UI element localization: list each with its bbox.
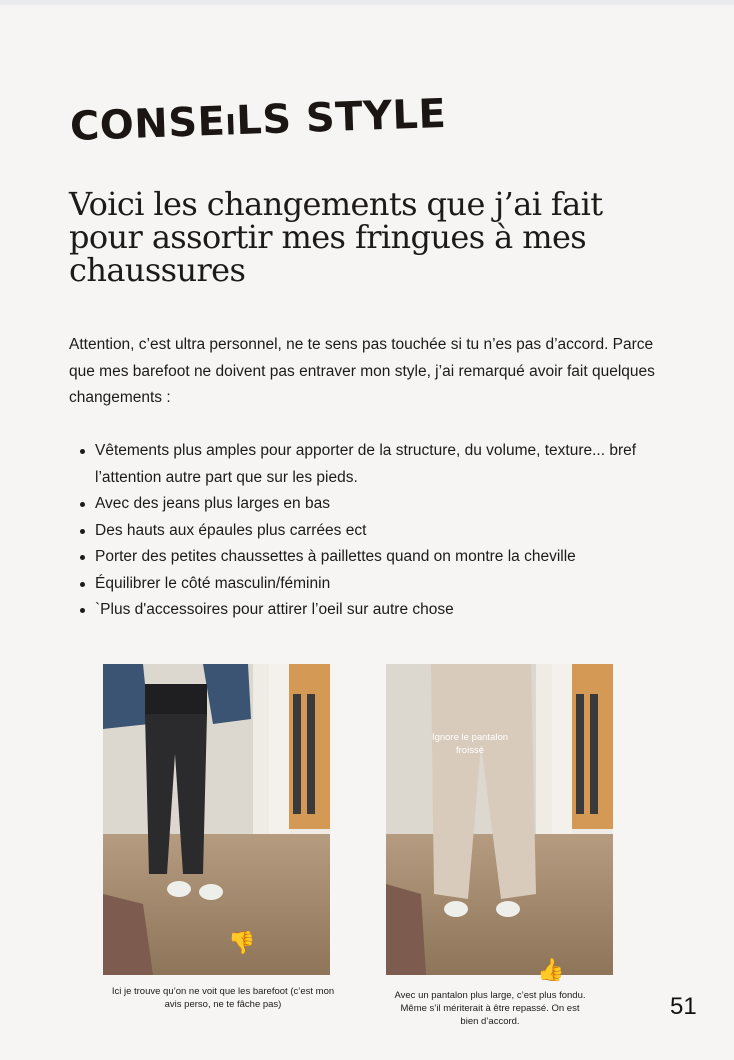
photo-dark-jeans bbox=[103, 664, 330, 975]
tips-list bbox=[77, 438, 677, 624]
section-title: CONSEiLS STYLE bbox=[69, 90, 448, 150]
top-edge-bar bbox=[0, 0, 734, 5]
page-number: 51 bbox=[670, 993, 697, 1020]
photo-wide-trousers bbox=[386, 664, 613, 975]
intro-paragraph: Attention, c’est ultra personnel, ne te sens pas touchée si tu n’es pas d’accord. Parce que mes barefoot ne doivent pas entraver mon style, j’ai remarqué avoir fait quelques changements : bbox=[69, 336, 655, 406]
thumbs-down-icon: 👎 bbox=[228, 930, 256, 955]
caption-right: Avec un pantalon plus large, c’est plus fondu. Même s’il mériterait à être repassé. On est bien d’accord. bbox=[394, 990, 586, 1027]
list-item: Porter des petites chaussettes à paillettes quand on montre la cheville bbox=[77, 544, 677, 571]
thumbs-up-icon: 👍 bbox=[537, 957, 565, 982]
list-item: Vêtements plus amples pour apporter de la structure, du volume, texture... bref l’attention autre part que sur les pieds. bbox=[77, 438, 677, 491]
photo-overlay-note: Ignore le pantalon froissé bbox=[431, 732, 509, 756]
headline: Voici les changements que j’ai fait pour assortir mes fringues à mes chaussures bbox=[69, 185, 603, 289]
list-item: Équilibrer le côté masculin/féminin bbox=[77, 571, 677, 598]
caption-left: Ici je trouve qu’on ne voit que les barefoot (c’est mon avis perso, ne te fâche pas) bbox=[111, 986, 335, 1010]
list-item: Avec des jeans plus larges en bas bbox=[77, 491, 677, 518]
list-item: Des hauts aux épaules plus carrées ect bbox=[77, 518, 677, 545]
list-item: `Plus d'accessoires pour attirer l’oeil sur autre chose bbox=[77, 597, 677, 624]
